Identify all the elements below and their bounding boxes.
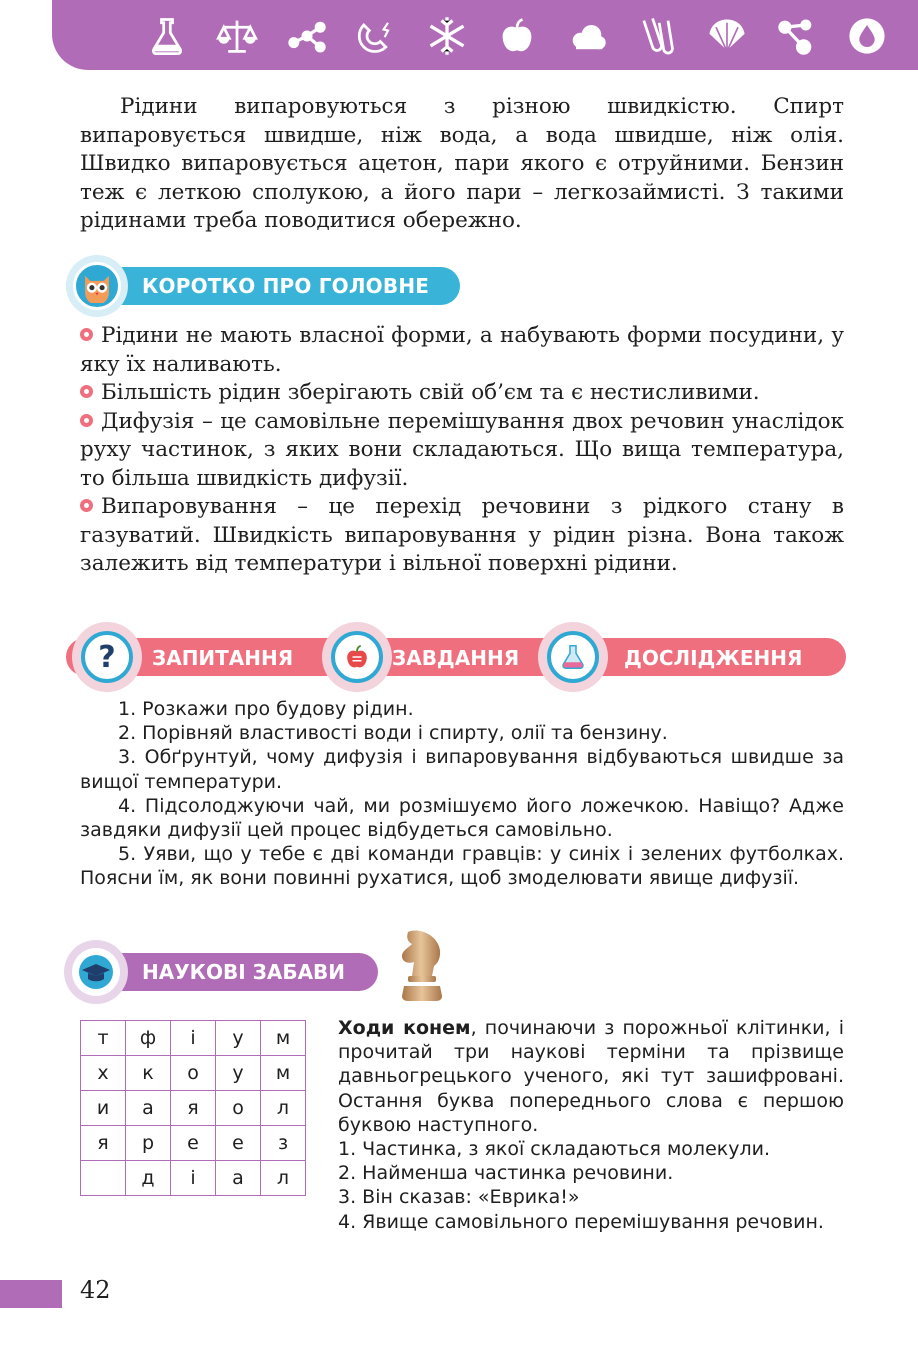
grid-row: [81, 1056, 306, 1091]
questions-list: [80, 697, 844, 891]
grid-cell: о: [216, 1091, 261, 1126]
question-item: 1. Розкажи про будову рідин.: [118, 698, 414, 720]
apple-icon: [482, 8, 552, 64]
page-number: 42: [80, 1276, 111, 1304]
grid-cell: і: [171, 1161, 216, 1196]
puzzle-text: [338, 1016, 844, 1234]
grid-cell: д: [126, 1161, 171, 1196]
bullet-icon: [80, 414, 93, 427]
question-item: 2. Порівняй властивості води і спирту, олії та бензину.: [118, 722, 668, 745]
chess-knight-icon: [398, 928, 446, 1004]
question-item: 3. Обґрунтуй, чому дифузія і випаровування відбуваються швидше за вищої температури.: [80, 746, 844, 793]
flask-research-icon: [547, 631, 599, 683]
question-item: 4. Підсолоджуючи чай, ми розмішуємо його ложечкою. Навіщо? Адже завдяки дифузії цей процес відбудеться самовільно.: [80, 794, 844, 842]
grid-cell: ф: [126, 1021, 171, 1056]
bullet-icon: [80, 499, 93, 512]
grid-cell: к: [126, 1056, 171, 1091]
grid-cell: и: [81, 1091, 126, 1126]
summary-item: Дифузія – це самовільне перемішування двох речовин унаслідок руху частинок, з яких вони складаються. Що вища температура, то більша швидкість дифузії.: [80, 408, 844, 491]
header-band: [52, 0, 918, 70]
molecule-icon: [272, 8, 342, 64]
grid-row: [81, 1091, 306, 1126]
grid-cell: е: [171, 1126, 216, 1161]
letter-grid: [80, 1020, 306, 1196]
scales-icon: [202, 8, 272, 64]
grid-cell: а: [126, 1091, 171, 1126]
grid-cell: л: [261, 1161, 306, 1196]
grid-cell: я: [81, 1126, 126, 1161]
magnet-icon: [342, 8, 412, 64]
clue-item: 4. Явище самовільного перемішування речовин.: [338, 1210, 824, 1233]
grid-cell: м: [261, 1021, 306, 1056]
clue-item: 2. Найменша частинка речовини.: [338, 1162, 674, 1185]
grid-cell: т: [81, 1021, 126, 1056]
summary-item: Рідини не мають власної форми, а набувають форми посудини, у яку їх наливають.: [80, 323, 844, 377]
drop-icon: [832, 8, 902, 64]
shell-icon: [692, 8, 762, 64]
summary-item: Більшість рідин зберігають свій об’єм та є нестисливими.: [80, 379, 844, 408]
bullet-icon: [80, 328, 93, 341]
grid-cell: я: [171, 1091, 216, 1126]
graduation-cap-icon: [72, 948, 120, 996]
apple-task-icon: [331, 631, 383, 683]
research-label: ДОСЛІДЖЕННЯ: [624, 646, 803, 670]
bullet-icon: [80, 385, 93, 398]
grid-cell: [81, 1161, 126, 1196]
questions-label: ЗАПИТАННЯ: [152, 646, 294, 670]
question-mark-icon: ?: [81, 631, 133, 683]
summary-item: Випаровування – це перехід речовини з рідкого стану в газуватий. Швидкість випаровування у рідин різна. Вона також залежить від температури і вільної поверхні рідини.: [80, 494, 844, 576]
grid-cell: м: [261, 1056, 306, 1091]
test-tubes-icon: [622, 8, 692, 64]
tasks-label: ЗАВДАННЯ: [392, 646, 520, 670]
grid-cell: х: [81, 1056, 126, 1091]
grid-row: [81, 1021, 306, 1056]
summary-list: [80, 322, 844, 579]
atoms-icon: [762, 8, 832, 64]
grid-row: [81, 1126, 306, 1161]
grid-cell: е: [216, 1126, 261, 1161]
flask-icon: [132, 8, 202, 64]
intro-paragraph: Рідини випаровуються з різною швидкістю. Спирт випаровується швидше, ніж вода, а вода швидше, ніж олія. Швидко випаровується ацетон, пари якого є отруйними. Бензин теж є леткою сполукою, а його пари – легкозаймисті. З такими рідинами треба поводитися обережно.: [80, 94, 844, 233]
grid-cell: л: [261, 1091, 306, 1126]
summary-title: КОРОТКО ПРО ГОЛОВНЕ: [142, 274, 430, 298]
header-icons: [132, 8, 902, 64]
clue-item: 3. Він сказав: «Еврика!»: [338, 1186, 580, 1209]
grid-row: [81, 1161, 306, 1196]
grid-cell: з: [261, 1126, 306, 1161]
question-item: 5. Уяви, що у тебе є дві команди гравців: у синіх і зелених футболках. Поясни їм, як вони повинні рухатися, щоб змоделювати явище дифузії.: [80, 843, 844, 890]
grid-cell: о: [171, 1056, 216, 1091]
grid-cell: у: [216, 1056, 261, 1091]
puzzle-intro: Ходи конем, починаючи з порожньої клітинки, і прочитай три наукові терміни та прізвище давньогрецького ученого, які тут зашифровані. Остання буква попереднього слова є першою буквою наступного.: [338, 1017, 844, 1136]
grid-cell: у: [216, 1021, 261, 1056]
grid-cell: р: [126, 1126, 171, 1161]
owl-icon: [73, 262, 121, 310]
clue-item: 1. Частинка, з якої складаються молекули.: [338, 1138, 771, 1161]
fun-title: НАУКОВІ ЗАБАВИ: [142, 960, 346, 984]
cloud-icon: [552, 8, 622, 64]
puzzle-lead: Ходи конем: [338, 1017, 471, 1039]
page-number-bar: [0, 1280, 62, 1308]
snowflake-icon: [412, 8, 482, 64]
grid-cell: а: [216, 1161, 261, 1196]
grid-cell: і: [171, 1021, 216, 1056]
